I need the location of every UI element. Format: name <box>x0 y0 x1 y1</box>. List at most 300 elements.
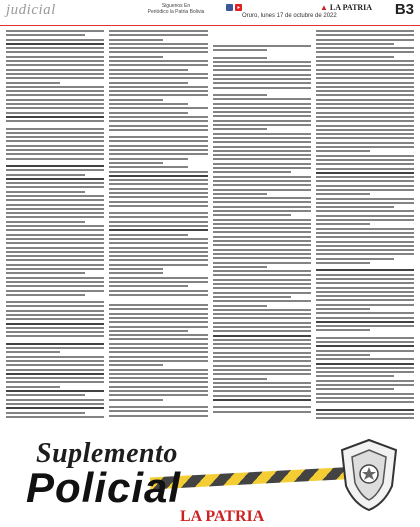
text-line-placeholder <box>6 272 85 274</box>
text-line-placeholder <box>316 159 414 161</box>
facebook-icon[interactable] <box>226 4 242 11</box>
text-line-placeholder <box>316 223 370 225</box>
text-line-placeholder <box>109 377 207 379</box>
text-line-placeholder <box>109 415 207 417</box>
text-line-placeholder <box>213 197 311 199</box>
text-line-placeholder <box>316 137 414 139</box>
text-line-placeholder <box>109 321 207 323</box>
text-line-placeholder <box>316 384 414 386</box>
text-line-placeholder <box>109 394 207 396</box>
text-line-placeholder <box>213 133 311 135</box>
text-line-placeholder <box>316 43 395 45</box>
text-line-placeholder <box>109 326 207 328</box>
text-line-placeholder <box>213 236 311 238</box>
text-line-placeholder <box>109 56 163 58</box>
text-line-placeholder <box>213 124 311 126</box>
text-line-placeholder <box>6 86 104 88</box>
text-line-placeholder <box>213 253 311 255</box>
text-line-placeholder <box>213 369 311 371</box>
text-line-placeholder <box>109 201 207 203</box>
text-line-placeholder <box>213 82 311 84</box>
text-line-placeholder <box>213 94 267 96</box>
text-line-placeholder <box>109 47 207 49</box>
text-line-placeholder <box>316 129 414 131</box>
section-title: judicial <box>6 2 56 18</box>
text-line-placeholder <box>6 212 104 214</box>
text-line-placeholder <box>213 137 311 139</box>
text-line-placeholder <box>6 204 104 206</box>
text-line-placeholder <box>6 310 104 312</box>
text-line-placeholder <box>109 364 163 366</box>
text-line-placeholder <box>6 225 104 227</box>
text-line-placeholder <box>109 285 188 287</box>
text-line-placeholder <box>109 51 207 53</box>
text-line-placeholder <box>316 295 414 297</box>
text-line-placeholder <box>316 241 414 243</box>
text-line-placeholder <box>109 60 207 62</box>
text-line-placeholder <box>213 61 311 63</box>
text-line-placeholder <box>213 406 311 408</box>
text-line-placeholder <box>316 90 414 92</box>
text-line-placeholder <box>213 373 311 375</box>
text-line-placeholder <box>109 317 207 319</box>
text-line-placeholder <box>109 107 207 109</box>
text-line-placeholder <box>6 242 104 244</box>
text-line-placeholder <box>109 212 207 214</box>
text-line-placeholder <box>213 223 311 225</box>
text-line-placeholder <box>316 367 414 369</box>
text-line-placeholder <box>6 327 104 329</box>
banner-police-word: Policial <box>26 464 182 511</box>
text-line-placeholder <box>213 107 311 109</box>
text-line-placeholder <box>316 278 414 280</box>
crime-tape-icon <box>150 467 360 490</box>
text-line-placeholder <box>213 283 311 285</box>
text-line-placeholder <box>109 229 207 231</box>
text-line-placeholder <box>6 301 104 303</box>
text-line-placeholder <box>316 317 414 319</box>
text-line-placeholder <box>213 386 311 388</box>
text-line-placeholder <box>6 229 104 231</box>
text-line-placeholder <box>213 57 267 59</box>
text-line-placeholder <box>316 30 414 32</box>
text-line-placeholder <box>316 176 414 178</box>
text-line-placeholder <box>316 321 414 323</box>
text-line-placeholder <box>213 266 267 268</box>
text-line-placeholder <box>213 274 311 276</box>
text-line-placeholder <box>213 115 311 117</box>
text-line-placeholder <box>213 317 311 319</box>
text-line-placeholder <box>6 399 104 401</box>
text-line-placeholder <box>6 120 104 122</box>
text-line-placeholder <box>6 158 104 160</box>
text-line-placeholder <box>213 322 311 324</box>
text-line-placeholder <box>6 305 104 307</box>
text-line-placeholder <box>109 360 207 362</box>
text-line-placeholder <box>6 234 104 236</box>
text-line-placeholder <box>316 409 414 411</box>
text-column-1 <box>6 30 104 428</box>
text-line-placeholder <box>213 227 311 229</box>
text-line-placeholder <box>109 99 163 101</box>
text-line-placeholder <box>6 369 104 371</box>
text-line-placeholder <box>109 162 163 164</box>
text-line-placeholder <box>109 294 207 296</box>
text-line-placeholder <box>316 287 414 289</box>
banner-brand: LA PATRIA <box>180 508 265 525</box>
text-line-placeholder <box>109 153 207 155</box>
text-line-placeholder <box>213 296 292 298</box>
text-line-placeholder <box>6 285 104 287</box>
text-line-placeholder <box>316 99 414 101</box>
text-line-placeholder <box>213 257 311 259</box>
text-line-placeholder <box>213 206 311 208</box>
text-line-placeholder <box>316 308 370 310</box>
text-line-placeholder <box>213 98 311 100</box>
text-line-placeholder <box>213 305 267 307</box>
text-line-placeholder <box>109 86 207 88</box>
text-line-placeholder <box>316 363 414 365</box>
follow-name: Periódico la Patria Bolivia <box>147 9 205 15</box>
text-line-placeholder <box>316 299 414 301</box>
text-line-placeholder <box>316 397 414 399</box>
text-line-placeholder <box>6 335 104 337</box>
text-line-placeholder <box>316 282 414 284</box>
text-line-placeholder <box>109 90 207 92</box>
text-line-placeholder <box>109 268 163 270</box>
text-line-placeholder <box>6 373 104 375</box>
logo-text: LA PATRIA <box>329 3 373 12</box>
text-line-placeholder <box>213 339 311 341</box>
text-line-placeholder <box>6 331 104 333</box>
newspaper-logo: ▲ LA PATRIA <box>320 3 373 12</box>
text-line-placeholder <box>109 264 207 266</box>
text-line-placeholder <box>6 347 104 349</box>
text-line-placeholder <box>6 290 104 292</box>
text-line-placeholder <box>109 192 207 194</box>
text-line-placeholder <box>213 103 311 105</box>
text-line-placeholder <box>6 47 104 49</box>
text-line-placeholder <box>109 166 188 168</box>
text-line-placeholder <box>6 69 104 71</box>
text-line-placeholder <box>213 163 311 165</box>
text-line-placeholder <box>109 171 207 173</box>
text-line-placeholder <box>6 90 104 92</box>
text-line-placeholder <box>213 189 311 191</box>
text-line-placeholder <box>6 360 104 362</box>
text-line-placeholder <box>109 43 207 45</box>
text-line-placeholder <box>109 158 188 160</box>
text-line-placeholder <box>213 240 311 242</box>
text-line-placeholder <box>6 264 104 266</box>
text-line-placeholder <box>316 125 414 127</box>
text-line-placeholder <box>213 287 311 289</box>
police-badge-icon <box>334 436 404 514</box>
text-line-placeholder <box>316 269 414 271</box>
text-line-placeholder <box>213 300 311 302</box>
text-line-placeholder <box>213 390 311 392</box>
text-line-placeholder <box>109 39 163 41</box>
text-line-placeholder <box>316 401 414 403</box>
text-line-placeholder <box>109 304 207 306</box>
text-line-placeholder <box>109 259 207 261</box>
police-supplement-banner <box>0 432 420 527</box>
text-line-placeholder <box>109 140 207 142</box>
text-line-placeholder <box>213 171 292 173</box>
text-line-placeholder <box>316 202 414 204</box>
text-line-placeholder <box>316 120 414 122</box>
text-line-placeholder <box>316 253 414 255</box>
text-line-placeholder <box>316 291 414 293</box>
text-line-placeholder <box>213 49 267 51</box>
text-line-placeholder <box>213 343 311 345</box>
text-line-placeholder <box>213 74 311 76</box>
text-line-placeholder <box>316 258 395 260</box>
text-line-placeholder <box>109 386 207 388</box>
text-line-placeholder <box>213 279 311 281</box>
text-line-placeholder <box>109 272 163 274</box>
text-line-placeholder <box>316 249 414 251</box>
text-line-placeholder <box>6 294 85 296</box>
text-line-placeholder <box>109 129 207 131</box>
text-line-placeholder <box>6 77 104 79</box>
text-line-placeholder <box>109 247 207 249</box>
text-line-placeholder <box>109 205 207 207</box>
text-line-placeholder <box>109 281 207 283</box>
text-line-placeholder <box>6 221 85 223</box>
text-line-placeholder <box>6 178 104 180</box>
text-line-placeholder <box>213 356 311 358</box>
text-line-placeholder <box>213 45 311 47</box>
text-line-placeholder <box>6 107 104 109</box>
text-line-placeholder <box>316 345 414 347</box>
text-line-placeholder <box>316 86 414 88</box>
text-line-placeholder <box>316 155 414 157</box>
text-line-placeholder <box>109 69 188 71</box>
text-line-placeholder <box>109 255 207 257</box>
text-line-placeholder <box>6 208 104 210</box>
text-line-placeholder <box>316 112 414 114</box>
text-line-placeholder <box>109 196 207 198</box>
text-line-placeholder <box>213 326 311 328</box>
text-line-placeholder <box>6 407 104 409</box>
text-line-placeholder <box>109 82 188 84</box>
text-line-placeholder <box>316 228 414 230</box>
text-line-placeholder <box>6 364 104 366</box>
text-line-placeholder <box>6 43 104 45</box>
text-line-placeholder <box>213 382 311 384</box>
page-header <box>0 0 420 26</box>
text-line-placeholder <box>109 251 207 253</box>
text-line-placeholder <box>213 411 311 413</box>
text-line-placeholder <box>213 184 311 186</box>
text-line-placeholder <box>109 338 207 340</box>
text-line-placeholder <box>109 381 207 383</box>
text-line-placeholder <box>109 64 207 66</box>
text-line-placeholder <box>213 352 311 354</box>
text-line-placeholder <box>6 255 104 257</box>
text-line-placeholder <box>316 185 414 187</box>
text-line-placeholder <box>6 34 85 36</box>
text-line-placeholder <box>6 153 104 155</box>
text-line-placeholder <box>109 406 207 408</box>
text-line-placeholder <box>6 343 104 345</box>
text-line-placeholder <box>213 395 311 397</box>
text-line-placeholder <box>109 175 207 177</box>
text-line-placeholder <box>109 77 207 79</box>
vertical-margin-text <box>412 320 418 380</box>
text-line-placeholder <box>213 292 311 294</box>
text-line-placeholder <box>213 214 292 216</box>
text-line-placeholder <box>316 64 414 66</box>
text-line-placeholder <box>6 377 104 379</box>
text-line-placeholder <box>109 399 163 401</box>
text-line-placeholder <box>6 128 104 130</box>
text-line-placeholder <box>316 337 414 339</box>
text-line-placeholder <box>6 51 104 53</box>
text-line-placeholder <box>316 77 414 79</box>
text-line-placeholder <box>6 73 104 75</box>
text-line-placeholder <box>213 335 311 337</box>
text-line-placeholder <box>6 186 104 188</box>
text-line-placeholder <box>316 388 395 390</box>
text-line-placeholder <box>109 347 207 349</box>
text-line-placeholder <box>109 116 207 118</box>
text-line-placeholder <box>213 167 311 169</box>
text-line-placeholder <box>316 142 414 144</box>
text-line-placeholder <box>316 304 414 306</box>
text-line-placeholder <box>109 183 207 185</box>
text-line-placeholder <box>316 274 414 276</box>
text-line-placeholder <box>109 390 207 392</box>
text-line-placeholder <box>213 249 311 251</box>
text-line-placeholder <box>316 354 370 356</box>
text-line-placeholder <box>316 168 414 170</box>
text-line-placeholder <box>6 247 104 249</box>
text-line-placeholder <box>316 94 414 96</box>
page-number: B3 <box>394 1 414 18</box>
text-line-placeholder <box>316 69 414 71</box>
text-line-placeholder <box>6 268 104 270</box>
text-line-placeholder <box>6 30 104 32</box>
text-line-placeholder <box>109 94 207 96</box>
text-line-placeholder <box>6 140 104 142</box>
text-line-placeholder <box>109 149 207 151</box>
text-line-placeholder <box>109 313 207 315</box>
issue-date: Oruro, lunes 17 de octubre de 2022 <box>242 13 337 19</box>
text-line-placeholder <box>316 371 414 373</box>
text-line-placeholder <box>213 128 267 130</box>
text-line-placeholder <box>6 64 104 66</box>
text-line-placeholder <box>109 242 207 244</box>
text-line-placeholder <box>316 133 414 135</box>
text-line-placeholder <box>6 191 85 193</box>
text-line-placeholder <box>213 244 311 246</box>
text-line-placeholder <box>6 356 104 358</box>
text-line-placeholder <box>109 34 207 36</box>
text-line-placeholder <box>316 198 414 200</box>
text-line-placeholder <box>213 78 311 80</box>
text-line-placeholder <box>6 281 104 283</box>
text-line-placeholder <box>109 351 207 353</box>
text-line-placeholder <box>6 238 104 240</box>
text-line-placeholder <box>316 210 414 212</box>
banner-supplement-word: Suplemento <box>36 438 178 469</box>
text-line-placeholder <box>213 201 311 203</box>
text-line-placeholder <box>6 416 104 418</box>
text-line-placeholder <box>6 56 104 58</box>
text-line-placeholder <box>6 145 104 147</box>
text-column-3 <box>213 30 311 428</box>
text-line-placeholder <box>109 373 207 375</box>
text-line-placeholder <box>316 417 414 419</box>
text-line-placeholder <box>213 141 311 143</box>
text-line-placeholder <box>6 314 104 316</box>
text-line-placeholder <box>213 347 311 349</box>
text-line-placeholder <box>6 195 104 197</box>
text-line-placeholder <box>316 150 370 152</box>
text-line-placeholder <box>6 99 104 101</box>
text-line-placeholder <box>213 313 311 315</box>
text-line-placeholder <box>316 245 414 247</box>
text-line-placeholder <box>6 94 104 96</box>
text-line-placeholder <box>6 318 104 320</box>
text-line-placeholder <box>6 116 104 118</box>
text-line-placeholder <box>316 107 414 109</box>
text-line-placeholder <box>316 163 414 165</box>
text-line-placeholder <box>213 120 311 122</box>
text-line-placeholder <box>316 146 414 148</box>
text-line-placeholder <box>109 334 207 336</box>
text-line-placeholder <box>213 176 311 178</box>
text-line-placeholder <box>109 343 207 345</box>
text-line-placeholder <box>316 206 395 208</box>
text-line-placeholder <box>316 180 414 182</box>
text-line-placeholder <box>6 403 104 405</box>
text-line-placeholder <box>109 125 207 127</box>
text-line-placeholder <box>316 262 370 264</box>
text-line-placeholder <box>6 149 104 151</box>
text-line-placeholder <box>109 410 207 412</box>
text-line-placeholder <box>6 390 104 392</box>
text-line-placeholder <box>6 103 104 105</box>
text-line-placeholder <box>213 330 311 332</box>
text-line-placeholder <box>109 112 188 114</box>
text-line-placeholder <box>316 39 414 41</box>
text-line-placeholder <box>316 34 414 36</box>
text-line-placeholder <box>6 259 104 261</box>
text-line-placeholder <box>109 73 207 75</box>
text-line-placeholder <box>316 380 414 382</box>
text-line-placeholder <box>6 323 104 325</box>
text-line-placeholder <box>316 413 414 415</box>
text-line-placeholder <box>213 146 311 148</box>
text-line-placeholder <box>316 73 414 75</box>
text-line-placeholder <box>109 277 207 279</box>
text-line-placeholder <box>6 39 104 41</box>
text-line-placeholder <box>213 154 311 156</box>
text-line-placeholder <box>316 116 414 118</box>
text-line-placeholder <box>316 350 414 352</box>
text-line-placeholder <box>109 136 207 138</box>
text-line-placeholder <box>316 60 414 62</box>
text-line-placeholder <box>109 120 207 122</box>
text-line-placeholder <box>109 145 207 147</box>
text-line-placeholder <box>213 193 267 195</box>
text-line-placeholder <box>213 219 311 221</box>
text-line-placeholder <box>6 82 60 84</box>
text-line-placeholder <box>109 225 207 227</box>
